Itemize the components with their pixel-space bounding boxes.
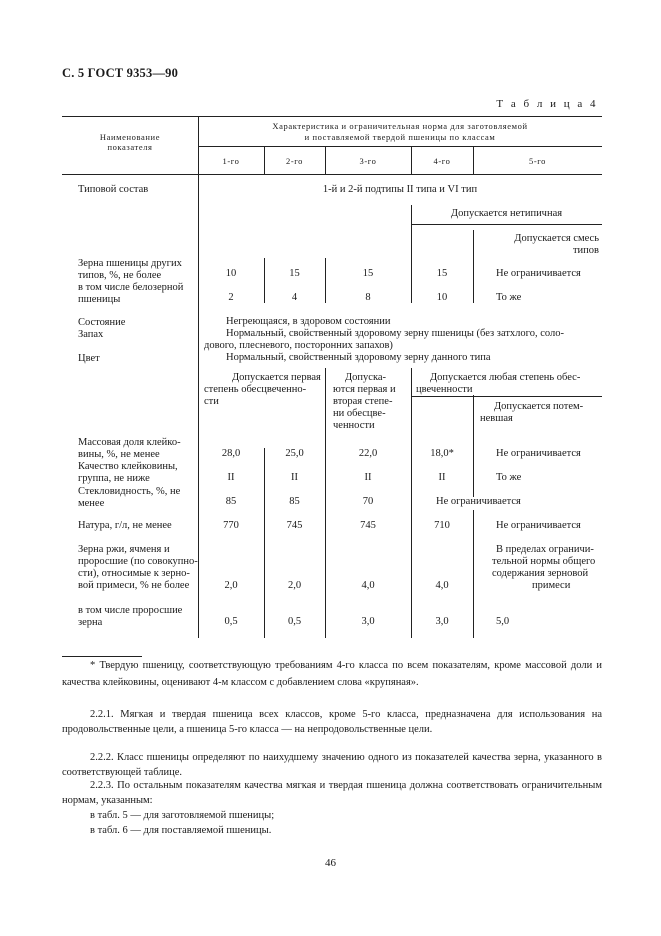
cell-value: 2,0 [287,580,302,591]
table-caption: Т а б л и ц а 4 [496,98,598,110]
body-divider [473,395,474,497]
header-mid-rule [198,146,602,147]
cell-value: 770 [223,520,239,531]
cell-value: 4,0 [435,580,449,591]
cell-value: Нормальный, свойственный здоровому зерну пшеницы (без затхлого, соло- дового, плесневого, посторонних запахов) [204,328,564,351]
cell-value: 745 [360,520,376,531]
cell-value: Допускается первая степень обесцвеченно- сти [204,372,321,407]
cell-value: 18,0* [430,448,454,459]
cell-value: 25,0 [285,448,304,459]
cell-value: То же [496,292,522,303]
cell-value: Не ограничивается [436,496,521,507]
row-label: Типовой состав [78,184,149,195]
cell-value: 0,5 [224,616,238,627]
table-top-rule [62,116,602,117]
cell-value: 15 [289,268,300,279]
cell-value: 745 [286,520,303,531]
list-item: в табл. 5 — для заготовляемой пшеницы; [90,810,275,821]
class-header-2: 2-го [285,156,303,166]
cell-value: Допускается любая степень обес- цвеченности [416,372,581,395]
row-label: Зерна ржи, ячменя и проросшие (по совокупно- сти), относимые к зерно- вой примеси, % не более [78,544,198,591]
class-header-3: 3-го [359,156,377,166]
row-label: Зерна пшеницы других типов, %, не более [78,258,182,281]
cell-value: 8 [365,292,371,303]
row-label: Запах [78,329,104,340]
class-header-5: 5-го [528,156,546,166]
row-label: в том числе белозерной пшеницы [78,282,184,305]
class-header-4: 4-го [433,156,451,166]
cell-value: 28,0 [221,448,241,459]
row-label: Стекловидность, %, не менее [78,486,181,509]
cell-value: 85 [289,496,300,507]
cell-value: 3,0 [435,616,449,627]
cell-value: 85 [225,496,237,507]
cell-value: Не ограничивается [496,520,581,531]
cell-value: 5,0 [496,616,510,627]
cell-value: 1-й и 2-й подтипы II типа и VI тип [322,184,478,195]
paragraph-2-2-2: 2.2.2. Класс пшеницы определяют по наихудшему значению одного из показателей качества зерна, указанного в соответствующей таблице. [62,752,602,778]
row-label: Качество клейковины, группа, не ниже [78,461,178,484]
paragraph-2-2-3: 2.2.3. По остальным показателям качества мягкая и твердая пшеница должна соответствовать ограничительным нормам, указанным: [62,780,602,806]
cell-value: 10 [436,292,448,303]
footnote: * Твердую пшеницу, соответствующую требованиям 4-го класса по всем показателям, кроме массовой доли и качества клейковины, оценивают 4-м классом с добавлением слова «крупяная». [62,660,602,688]
cell-value: 15 [436,268,448,279]
row-label: Массовая доля клейко- вины, %, не менее [78,437,181,460]
class-header-1: 1-го [222,156,240,166]
page-header: С. 5 ГОСТ 9353—90 [62,66,179,80]
cell-value: II [227,472,235,483]
cell-value: То же [496,472,522,483]
cell-value: Допускается нетипичная [450,208,563,219]
cell-value: 22,0 [358,448,378,459]
row-label: в том числе проросшие зерна [78,605,183,628]
cell-value: 3,0 [361,616,375,627]
list-item: в табл. 6 — для поставляемой пшеницы. [90,825,272,836]
cell-value: 2,0 [224,580,238,591]
body-divider [473,510,474,638]
cell-value: 4,0 [361,580,375,591]
name-col-header: Наименование показателя [99,132,161,152]
cell-value: 70 [362,496,374,507]
body-rule [411,224,602,225]
cell-value: 10 [225,268,237,279]
cell-value: II [364,472,372,483]
body-rule [411,396,602,397]
cell-value: II [438,472,446,483]
cell-value: 4 [291,292,298,303]
row-label: Состояние [78,317,126,328]
cell-value: 710 [434,520,450,531]
cell-value: Допуска- ются первая и вторая степе- ни обесцве- ченности [333,372,396,431]
cell-value: В пределах ограничи- тельной нормы общего содержания зерновой примеси [492,544,596,591]
row-label: Цвет [78,353,100,364]
page-number: 46 [325,857,336,869]
row-label: Натура, г/л, не менее [78,520,172,531]
cell-value: Не ограничивается [496,268,581,279]
characteristic-header: Характеристика и ограничительная норма для заготовляемой и поставляемой твердой пшеницы по классам [272,121,528,142]
paragraph-2-2-1: 2.2.1. Мягкая и твердая пшеница всех классов, кроме 5-го класса, предназначена для использования на продовольственные цели, а пшеница 5-го класса — на непродовольственные цели. [62,709,602,735]
cell-value: Допускается смесь типов [514,233,599,256]
cell-value: 2 [228,292,234,303]
body-divider [411,368,412,638]
cell-value: 15 [362,268,374,279]
cell-value: Негреющаяся, в здоровом состоянии [226,316,391,327]
cell-value: Не ограничивается [496,448,581,459]
header-bottom-rule [62,174,602,175]
cell-value: II [291,472,298,483]
cell-value: Допускается потем- невшая [480,401,584,424]
cell-value: Нормальный, свойственный здоровому зерну данного типа [226,352,491,363]
cell-value: 0,5 [287,616,302,627]
